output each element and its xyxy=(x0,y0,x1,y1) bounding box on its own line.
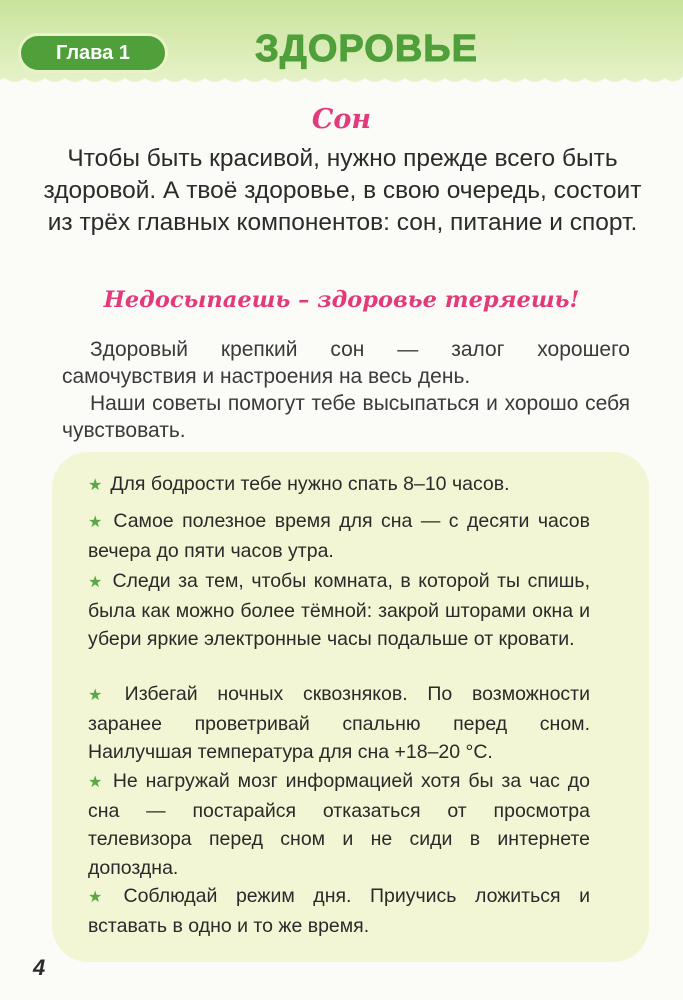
tip-item xyxy=(88,507,590,565)
page-number: 4 xyxy=(33,955,46,980)
tip-text: Соблюдай режим дня. Приучись ложиться и вставать в одно и то же время. xyxy=(88,885,591,937)
star-icon: ★ xyxy=(88,475,103,494)
intro-paragraph: Чтобы быть красивой, нужно прежде всего быть здоровой. А твоё здоровье, в свою очередь, состоит из трёх главных компонентов: сон, питание и спорт. xyxy=(43,145,642,236)
chapter-label: Глава 1 xyxy=(18,33,168,73)
tip-text: Избегай ночных сквозняков. По возможности заранее проветривай спальню перед сном. Наилучшая температура для сна +18–20 °С. xyxy=(88,683,590,763)
star-icon: ★ xyxy=(88,887,116,906)
tip-item xyxy=(88,470,590,500)
tip-item xyxy=(88,567,590,654)
tip-text: Не нагружай мозг информацией хотя бы за час до сна — постарайся отказаться от просмотра телевизора перед сном и не сиди в интернете допоздна. xyxy=(88,770,590,879)
tip-text: Для бодрости тебе нужно спать 8–10 часов. xyxy=(110,473,510,495)
section-subtitle: Недосыпаешь – здоровье теряешь! xyxy=(103,287,580,313)
body-paragraph: Наши советы помогут тебе высыпаться и хорошо себя чувствовать. xyxy=(62,392,630,442)
body-paragraph: Здоровый крепкий сон — залог хорошего самочувствия и настроения на весь день. xyxy=(62,338,630,388)
star-icon: ★ xyxy=(88,512,106,531)
chapter-title: ЗДОРОВЬЕ xyxy=(255,28,478,70)
star-icon: ★ xyxy=(88,572,105,591)
star-icon: ★ xyxy=(88,685,117,704)
chapter-header xyxy=(0,0,683,90)
tip-item xyxy=(88,882,590,940)
tip-item xyxy=(88,767,590,882)
tip-item xyxy=(88,680,590,767)
section-title: Сон xyxy=(311,104,372,135)
star-icon: ★ xyxy=(88,772,105,791)
tip-text: Следи за тем, чтобы комната, в которой ты спишь, была как можно более тёмной: закрой шторами окна и убери яркие электронные часы подальше от кровати. xyxy=(88,570,590,650)
tip-text: Самое полезное время для сна — с десяти часов вечера до пяти часов утра. xyxy=(88,510,590,562)
